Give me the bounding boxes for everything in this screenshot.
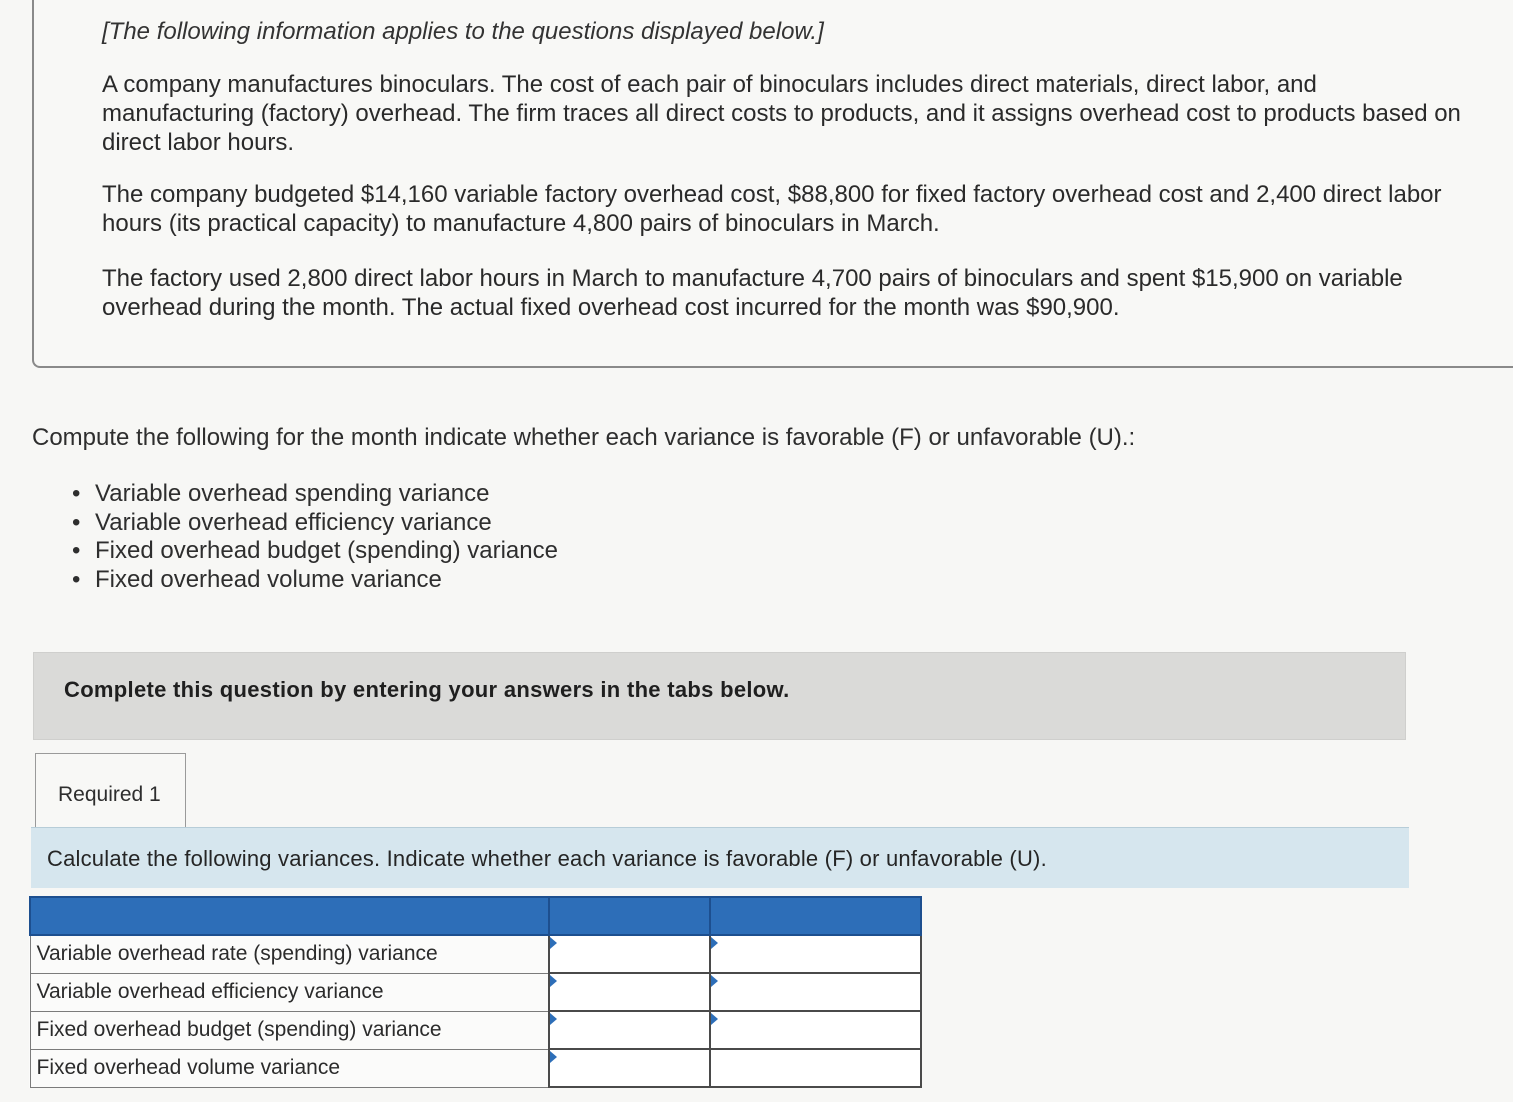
row-label: Fixed overhead budget (spending) variance xyxy=(30,1011,549,1049)
dropdown-marker-icon xyxy=(711,937,718,949)
dropdown-marker-icon xyxy=(550,975,557,987)
table-row xyxy=(30,1049,921,1087)
dropdown-marker-icon xyxy=(550,937,557,949)
complete-banner xyxy=(33,652,1406,740)
amount-input[interactable] xyxy=(549,1011,710,1049)
table-header-cell xyxy=(549,897,710,935)
amount-input[interactable] xyxy=(549,973,710,1011)
list-item: • Fixed overhead volume variance xyxy=(72,566,558,595)
instruction-text: Calculate the following variances. Indicate whether each variance is favorable (F) or unfavorable (U). xyxy=(47,846,1047,871)
table-row xyxy=(30,935,921,973)
requirements-list xyxy=(72,480,558,594)
row-label: Variable overhead efficiency variance xyxy=(30,973,549,1011)
table-header-cell xyxy=(710,897,921,935)
dropdown-marker-icon xyxy=(550,1013,557,1025)
row-label: Variable overhead rate (spending) variance xyxy=(30,935,549,973)
amount-input[interactable] xyxy=(549,935,710,973)
table-row xyxy=(30,1011,921,1049)
info-intro: [The following information applies to the questions displayed below.] xyxy=(102,18,824,45)
complete-banner-text: Complete this question by entering your answers in the tabs below. xyxy=(64,677,790,702)
favorable-unfavorable-select[interactable] xyxy=(710,1011,921,1049)
tab-label: Required 1 xyxy=(58,783,161,806)
list-item: • Variable overhead spending variance xyxy=(72,480,558,509)
dropdown-marker-icon xyxy=(711,1013,718,1025)
answer-table xyxy=(29,896,922,1088)
info-paragraph: A company manufactures binoculars. The cost of each pair of binoculars includes direct materials, direct labor, and manufacturing (factory) overhead. The firm traces all direct costs to products, and it assigns overhead cost to products based on direct labor hours. xyxy=(102,71,1461,156)
table-row xyxy=(30,973,921,1011)
favorable-unfavorable-select[interactable] xyxy=(710,973,921,1011)
favorable-unfavorable-select[interactable] xyxy=(710,1049,921,1087)
question-prompt: Compute the following for the month indicate whether each variance is favorable (F) or unfavorable (U).: xyxy=(32,424,1136,451)
info-paragraph: The company budgeted $14,160 variable factory overhead cost, $88,800 for fixed factory overhead cost and 2,400 direct labor hours (its practical capacity) to manufacture 4,800 pairs of binoculars in March. xyxy=(102,181,1442,237)
table-header-cell xyxy=(30,897,549,935)
list-item: • Variable overhead efficiency variance xyxy=(72,509,558,538)
favorable-unfavorable-select[interactable] xyxy=(710,935,921,973)
table-header-row xyxy=(30,897,921,935)
instruction-bar xyxy=(31,827,1409,888)
list-item: • Fixed overhead budget (spending) variance xyxy=(72,537,558,566)
info-paragraph: The factory used 2,800 direct labor hours in March to manufacture 4,700 pairs of binoculars and spent $15,900 on variable overhead during the month. The actual fixed overhead cost incurred for the month was $90,900. xyxy=(102,265,1403,321)
amount-input[interactable] xyxy=(549,1049,710,1087)
row-label: Fixed overhead volume variance xyxy=(30,1049,549,1087)
dropdown-marker-icon xyxy=(711,975,718,987)
dropdown-marker-icon xyxy=(550,1051,557,1063)
tab-required-1[interactable] xyxy=(35,753,186,831)
